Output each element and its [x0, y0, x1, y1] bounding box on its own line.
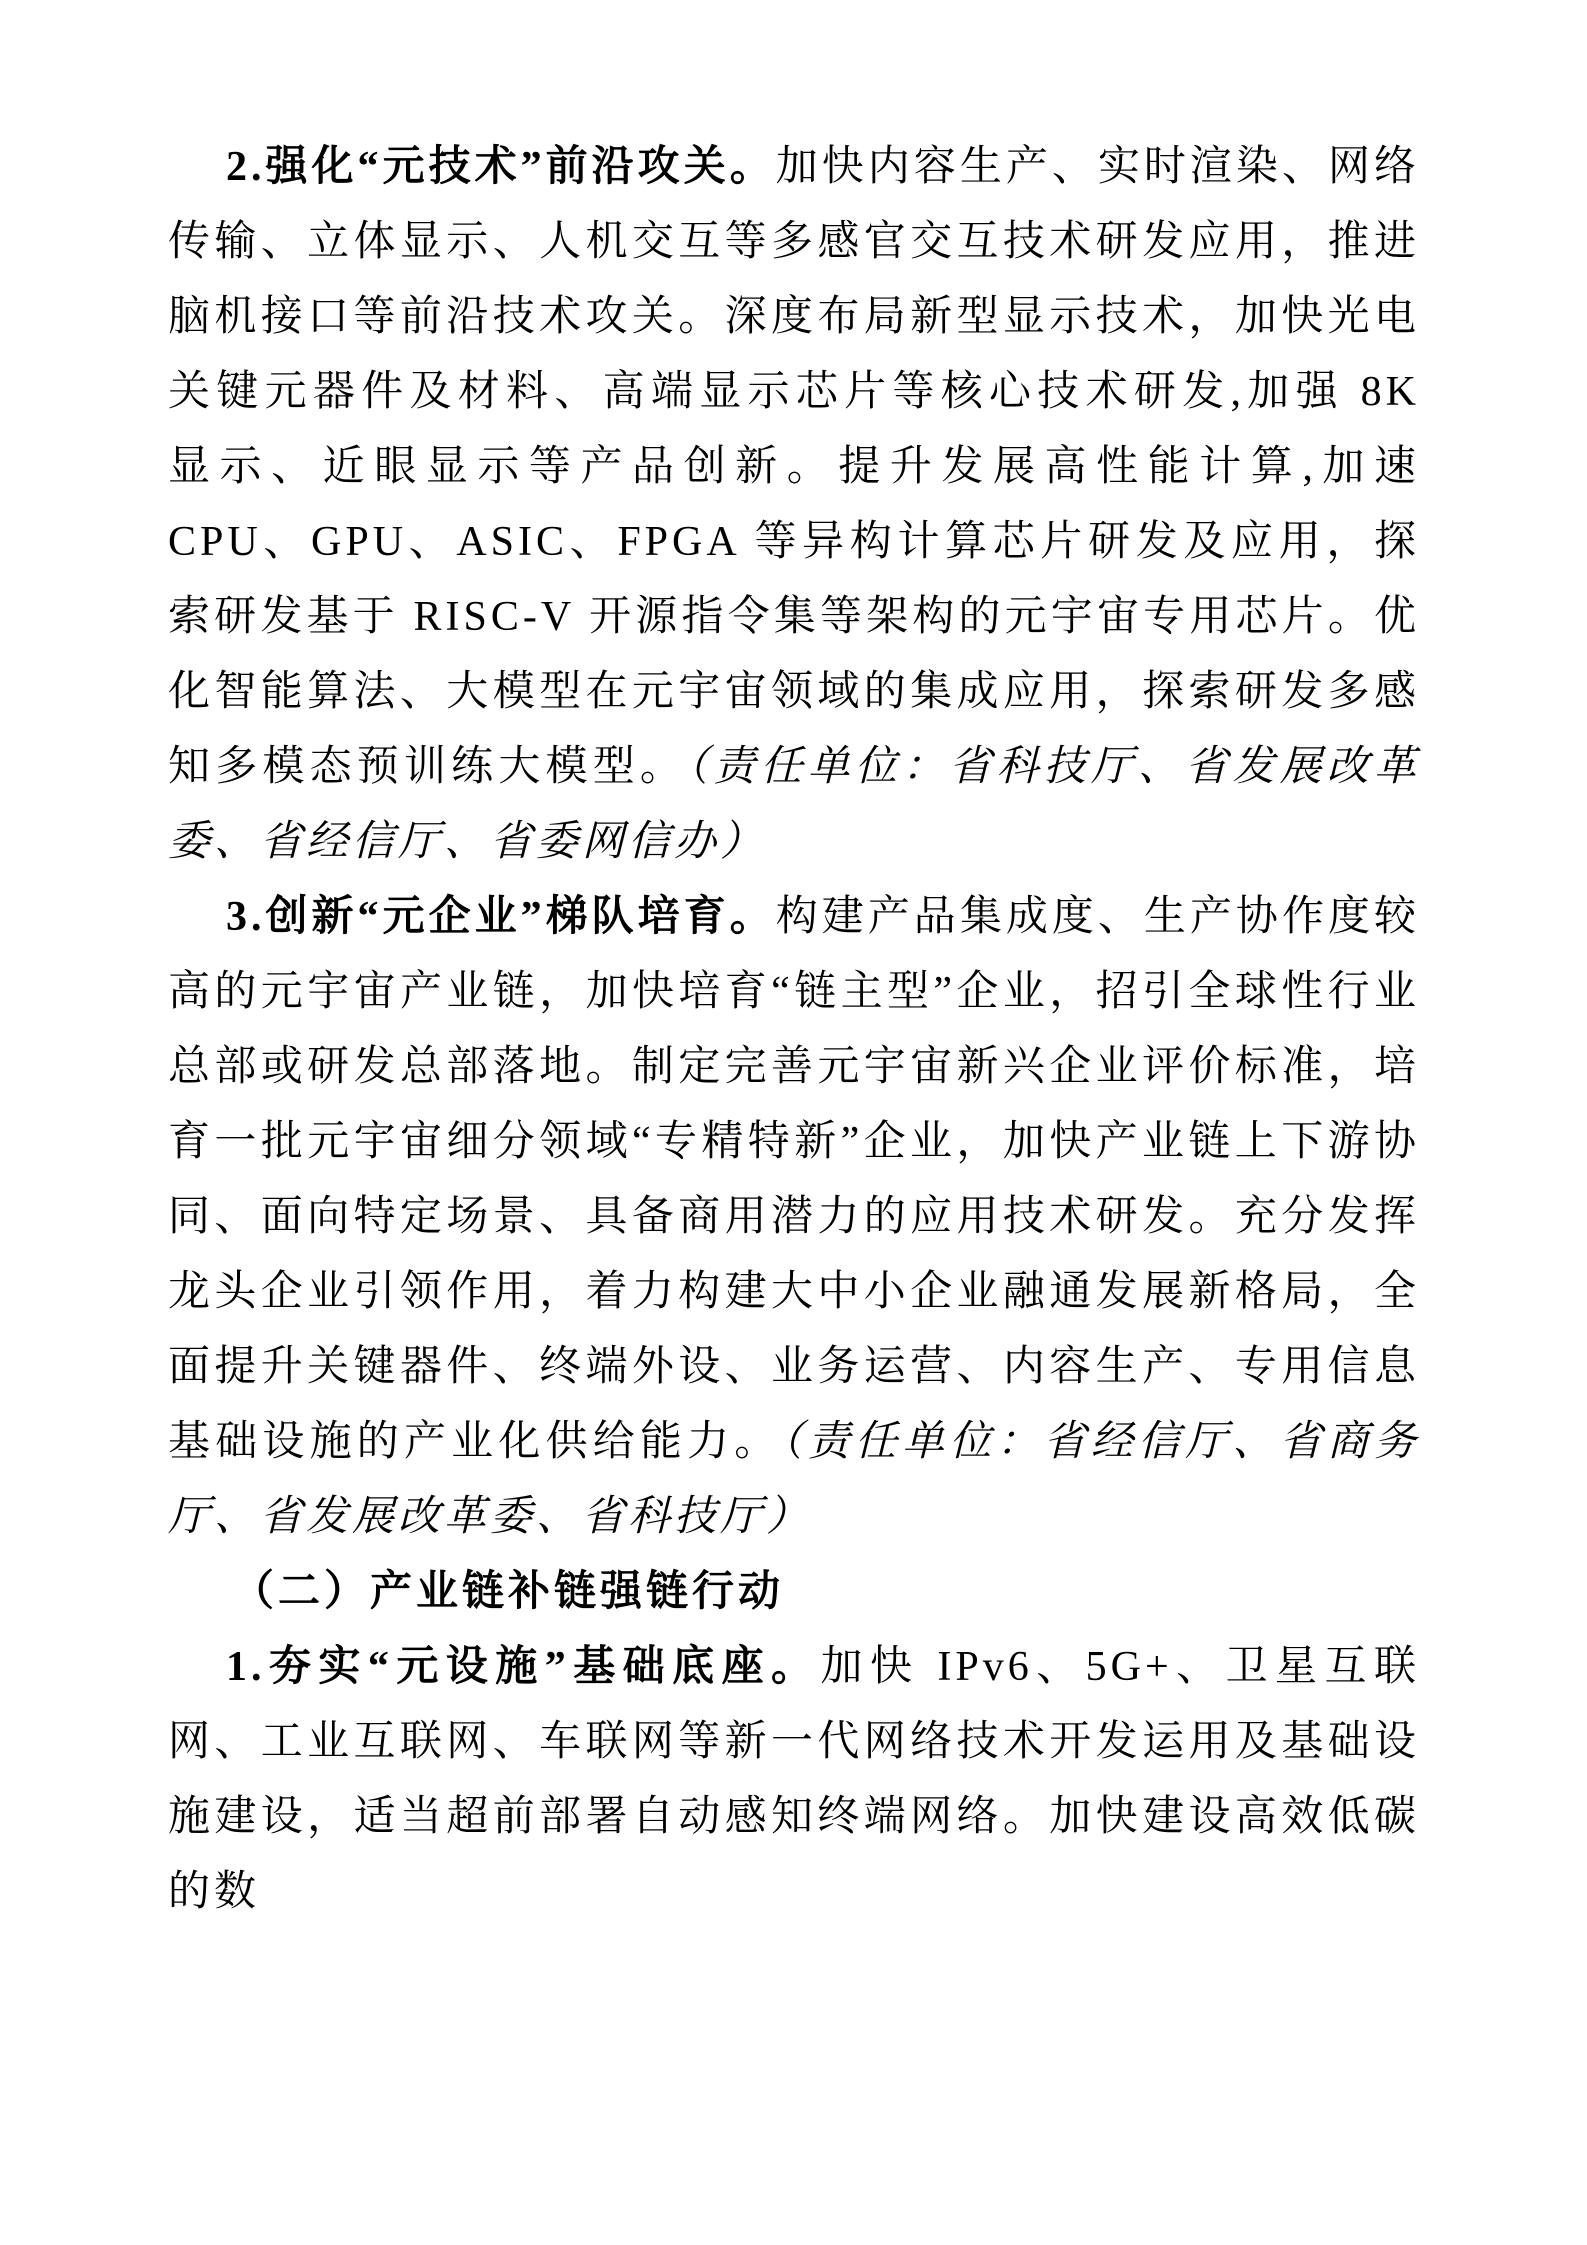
- paragraph-body: 加快 IPv6、5G+、卫星互联网、工业互联网、车联网等新一代网络技术开发运用及基础设施建设，适当超前部署自动感知终端网络。加快建设高效低碳的数: [168, 1644, 1420, 1915]
- responsibility-note: （责任单位：省科技厅、省发展改革委、省经信厅、省委网信办）: [168, 744, 1420, 865]
- paragraph-body: 构建产品集成度、生产协作度较高的元宇宙产业链，加快培育“链主型”企业，招引全球性行业总部或研发总部落地。制定完善元宇宙新兴企业评价标准，培育一批元宇宙细分领域“专精特新”企业，加快产业链上下游协同、面向特定场景、具备商用潜力的应用技术研发。充分发挥龙头企业引领作用，着力构建大中小企业融通发展新格局，全面提升关键器件、终端外设、业务运营、内容生产、专用信息基础设施的产业化供给能力。: [168, 894, 1420, 1465]
- paragraph-lead: 2.强化“元技术”前沿攻关。: [226, 144, 776, 190]
- section-heading: （二）产业链补链强链行动: [232, 1569, 785, 1615]
- responsibility-note: （责任单位：省经信厅、省商务厅、省发展改革委、省科技厅）: [168, 1419, 1420, 1540]
- paragraph-body: 加快内容生产、实时渲染、网络传输、立体显示、人机交互等多感官交互技术研发应用，推进脑机接口等前沿技术攻关。深度布局新型显示技术，加快光电关键元器件及材料、高端显示芯片等核心技术研发,加强 8K 显示、近眼显示等产品创新。提升发展高性能计算,加速 CPU、GPU、ASIC、FPGA 等异构计算芯片研发及应用，探索研发基于 RISC-V 开源指令集等架构的元宇宙专用芯片。优化智能算法、大模型在元宇宙领域的集成应用，探索研发多感知多模态预训练大模型。: [168, 144, 1420, 790]
- paragraph-innovate-yuan-enterprise: [168, 880, 1420, 1555]
- paragraph-lead: 1.夯实“元设施”基础底座。: [226, 1644, 821, 1690]
- paragraph-strengthen-yuan-technology: [168, 130, 1420, 880]
- paragraph-lead: 3.创新“元企业”梯队培育。: [226, 894, 776, 940]
- paragraph-consolidate-yuan-infrastructure: [168, 1630, 1420, 1930]
